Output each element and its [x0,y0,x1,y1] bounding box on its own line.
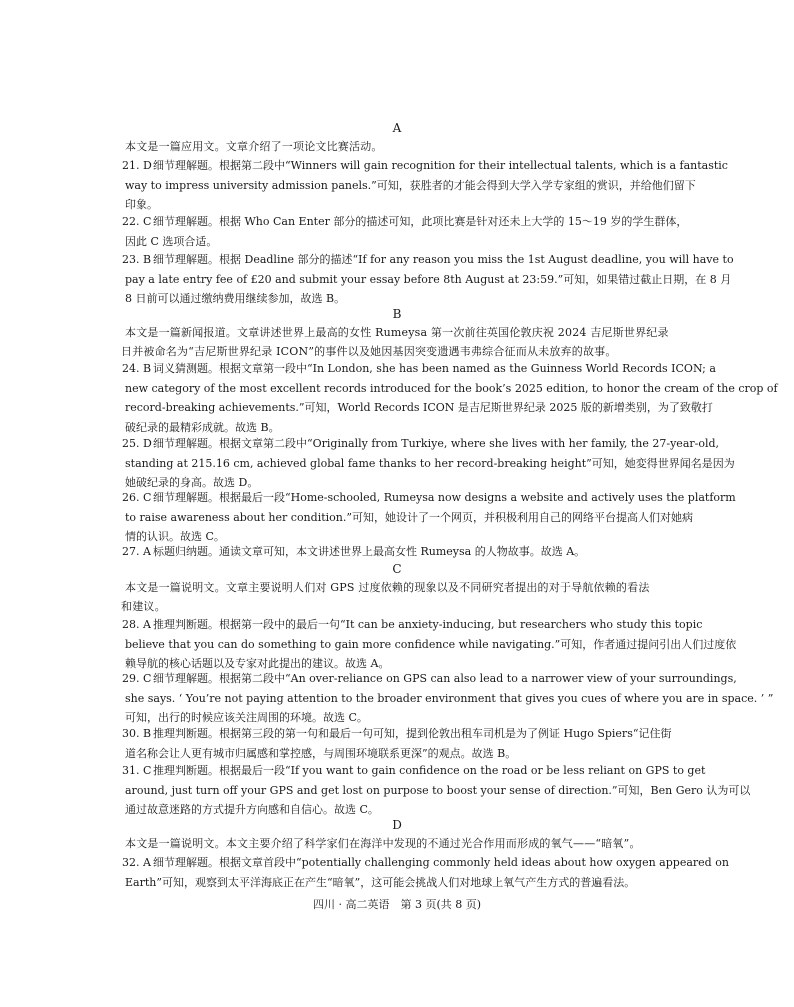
answer-line: 词义猜测题。根据文章第一段中“In London, she has been named as the Guinness World Records ICON; a [153,362,716,375]
question-26 [122,488,736,547]
answer-line: 她破纪录的身高。故选 D。 [125,476,259,489]
answer-line: she says. ‘ You’re not paying attention to the broader environment that gives you cues of where you are in space. ’ ” [125,691,774,705]
question-22 [122,212,688,251]
answer-line: 印象。 [125,198,158,211]
answer-line: 可知，出行的时候应该关注周围的环境。故选 C。 [125,711,368,724]
answer-number: 29. C [122,672,152,685]
question-27 [122,542,673,562]
answer-line: 推理判断题。根据第一段中的最后一句“It can be anxiety-inducing, but researchers who study this topic [153,618,703,631]
answer-line: around, just turn off your GPS and get lost on purpose to boost your sense of direction.”可知，Ben Gero 认为可以 [125,783,751,797]
question-31 [122,761,751,820]
answer-line: Earth”可知，观察到太平洋海底正在产生“暗氧”，这可能会挑战人们对地球上氧气产生方式的普遍看法。 [125,875,636,889]
intro-line: 本文是一篇新闻报道。文章讲述世界上最高的女性 Rumeysa 第一次前往英国伦敦庆祝 2024 吉尼斯世界纪录 [125,326,669,339]
question-24 [122,359,778,437]
answer-line: 情的认识。故选 C。 [125,530,225,543]
question-25 [122,434,735,493]
answer-line: 通过故意迷路的方式提升方向感和自信心。故选 C。 [125,803,379,816]
answer-number: 24. B [122,362,152,375]
answer-line: 细节理解题。根据文章第二段中“Originally from Turkiye, where she lives with her family, the 27-year-old, [153,437,720,450]
question-32 [122,853,729,892]
answer-line: 标题归纳题。通读文章可知，本文讲述世界上最高女性 Rumeysa 的人物故事。故选 A。 [153,545,586,558]
answer-line: standing at 215.16 cm, achieved global fame thanks to her record-breaking height”可知，她変得世界闻名是因为 [125,456,735,470]
answer-number: 28. A [122,618,151,631]
answer-line: 推理判断题。根据最后一段“If you want to gain confidence on the road or be less reliant on GPS to get [153,764,706,777]
answer-number: 26. C [122,491,152,504]
answer-line: 因此 C 选项合适。 [125,234,218,248]
answer-number: 23. B [122,253,152,266]
answer-number: 32. A [122,856,151,869]
intro-line: 日并被命名为“吉尼斯世界纪录 ICON”的事件以及她因基因突变遗遇韦弗综合征而从未放弃的故事。 [121,345,617,358]
section-d-intro: 本文是一篇说明文。本文主要介绍了科学家们在海洋中发现的不通过光合作用而形成的氧气——“暗氧”。 [125,837,641,850]
section-d-heading: D [392,818,402,832]
answer-line: 推理判断题。根据第三段的第一句和最后一句可知，提到伦敦出租车司机是为了例证 Hugo Spiers“记住街 [153,727,672,740]
answer-line: 8 日前可以通过缴纳费用继续参加，故选 B。 [125,292,346,305]
section-a-heading: A [392,121,402,135]
section-a-intro: 本文是一篇应用文。文章介绍了一项论文比赛活动。 [125,140,383,153]
page-footer: 四川 · 高二英语 第 3 页(共 8 页) [312,898,482,911]
section-c-heading: C [392,562,402,576]
answer-line: new category of the most excellent records introduced for the book’s 2025 edition, to honor the cream of the crop of [125,381,778,395]
intro-line: 本文是一篇说明文。文章主要说明人们对 GPS 过度依赖的现象以及不同研究者提出的对于导航依赖的看法 [125,581,650,594]
answer-line: way to impress university admission panels.”可知，获胜者的才能会得到大学入学专家组的赏识，并给他们留下 [125,178,696,192]
answer-line: 细节理解题。根据 Who Can Enter 部分的描述可知，此项比赛是针对还未上大学的 15～19 岁的学生群体， [153,215,688,228]
section-b-intro [121,323,673,361]
answer-number: 21. D [122,159,152,172]
answer-line: 破纪录的最精彩成就。故选 B。 [125,420,280,434]
answer-line: 细节理解题。根据 Deadline 部分的描述“If for any reason you miss the 1st August deadline, you will have to [153,253,734,266]
answer-line: 赖导航的核心话题以及专家对此提出的建议。故选 A。 [125,657,390,670]
answer-number: 22. C [122,215,152,228]
answer-number: 25. D [122,437,152,450]
section-c-intro [121,578,673,616]
answer-number: 31. C [122,764,152,777]
answer-line: 道名称会让人更有城市归属感和掌控感，与周围环境联系更深”的观点。故选 B。 [125,746,517,760]
answer-line: 细节理解题。根据第二段中“Winners will gain recognition for their intellectual talents, which is a fantastic [153,159,728,172]
question-29 [122,669,774,728]
answer-line: record-breaking achievements.”可知，World Records ICON 是吉尼斯世界纪录 2025 版的新增类别，为了致敬打 [125,401,713,414]
answer-line: 细节理解题。根据文章首段中“potentially challenging commonly held ideas about how oxygen appeared on [153,856,729,869]
answer-line: 细节理解题。根据最后一段“Home-schooled, Rumeysa now designs a website and actively uses the platform [153,491,736,504]
question-28 [122,615,737,674]
answer-line: 细节理解题。根据第二段中“An over-reliance on GPS can also lead to a narrower view of your surroundings, [153,672,737,685]
section-b-heading: B [392,307,402,321]
intro-line: 和建议。 [121,600,166,613]
answer-line: pay a late entry fee of £20 and submit your essay before 8th August at 23:59.”可知，如果错过截止日期，在 8 月 [125,272,732,286]
question-23 [122,250,734,309]
question-21 [122,156,728,215]
answer-line: believe that you can do something to gain more confidence while navigating.”可知，作者通过提问引出人们过度依 [125,637,737,651]
answer-line: to raise awareness about her condition.”可知，她设计了一个网页，并积极利用自己的网络平台提高人们对她病 [125,510,693,524]
answer-number: 30. B [122,727,152,740]
answer-number: 27. A [122,545,151,558]
question-30 [122,724,673,763]
